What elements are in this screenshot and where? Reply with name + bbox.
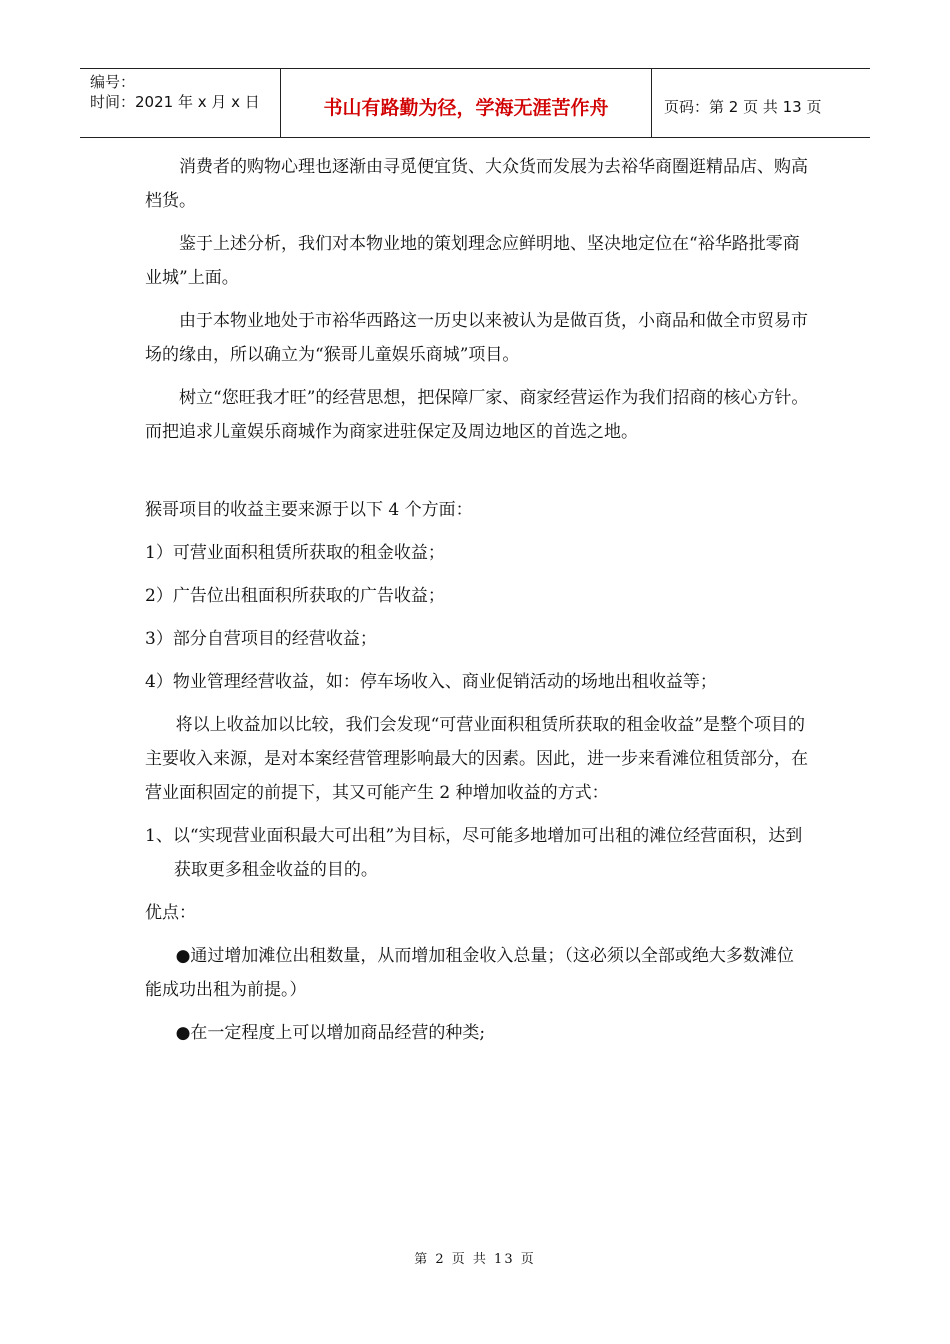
bullet-item: ●通过增加滩位出租数量，从而增加租金收入总量；（这必须以全部或绝大多数滩位能成功出租为前提。） xyxy=(145,946,794,1000)
document-header xyxy=(80,68,870,138)
number-label: 编号： xyxy=(90,73,136,91)
paragraph: 将以上收益加以比较，我们会发现“可营业面积租赁所获取的租金收益”是整个项目的主要收入来源，是对本案经营管理影响最大的因素。因此，进一步来看滩位租赁部分，在营业面积固定的前提下，其又可能产生 2 种增加收益的方式： xyxy=(145,715,808,803)
header-motto: 书山有路勤为径，学海无涯苦作舟 xyxy=(281,69,652,137)
section-intro: 猴哥项目的收益主要来源于以下 4 个方面： xyxy=(145,500,473,520)
numbered-item: 1、以“实现营业面积最大可出租”为目标，尽可能多地增加可出租的滩位经营面积，达到获取更多租金收益的目的。 xyxy=(145,826,803,880)
paragraph: 鉴于上述分析，我们对本物业地的策划理念应鲜明地、坚决地定位在“裕华路批零商业城”上面。 xyxy=(145,234,800,288)
list-item: 1）可营业面积租赁所获取的租金收益； xyxy=(145,543,445,563)
paragraph: 由于本物业地处于市裕华西路这一历史以来被认为是做百货，小商品和做全市贸易市场的缘由，所以确立为“猴哥儿童娱乐商城”项目。 xyxy=(145,311,808,365)
list-item: 2）广告位出租面积所获取的广告收益； xyxy=(145,586,445,606)
bullet-item: ●在一定程度上可以增加商品经营的种类; xyxy=(175,1023,486,1043)
document-body xyxy=(145,150,810,1050)
advantages-label: 优点： xyxy=(145,903,196,923)
paragraph: 消费者的购物心理也逐渐由寻觅便宜货、大众货而发展为去裕华商圈逛精品店、购高档货。 xyxy=(145,157,808,211)
date-label: 时间：2021 年 x 月 x 日 xyxy=(90,93,260,111)
list-item: 4）物业管理经营收益，如：停车场收入、商业促销活动的场地出租收益等； xyxy=(145,672,717,692)
header-page-label: 页码：第 2 页 共 13 页 xyxy=(664,97,822,116)
page-footer: 第 2 页 共 13 页 xyxy=(414,1252,536,1267)
paragraph: 树立“您旺我才旺”的经营思想，把保障厂家、商家经营运作为我们招商的核心方针。而把追求儿童娱乐商城作为商家进驻保定及周边地区的首选之地。 xyxy=(145,388,809,442)
list-item: 3）部分自营项目的经营收益； xyxy=(145,629,377,649)
header-meta xyxy=(80,69,281,137)
